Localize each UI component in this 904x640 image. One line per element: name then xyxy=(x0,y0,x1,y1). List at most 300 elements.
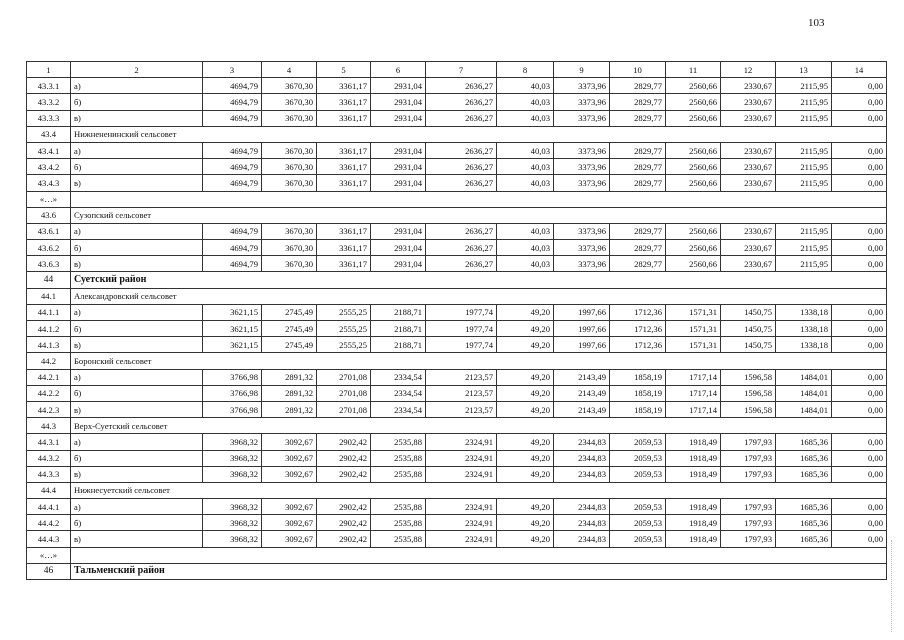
table-row xyxy=(27,256,887,272)
subheading-name: Боронский сельсовет xyxy=(71,353,887,369)
row-code: 43.4.2 xyxy=(27,159,71,175)
value-cell: 2123,57 xyxy=(426,401,497,417)
subheading-name: Верх-Суетский сельсовет xyxy=(71,418,887,434)
value-cell: 3373,96 xyxy=(554,159,610,175)
header-cell: 12 xyxy=(721,62,776,78)
value-cell: 1712,36 xyxy=(610,337,666,353)
value-cell: 2188,71 xyxy=(371,337,426,353)
value-cell: 2555,25 xyxy=(317,321,371,337)
value-cell: 2330,67 xyxy=(721,256,776,272)
value-cell: 2931,04 xyxy=(371,256,426,272)
value-cell: 3670,30 xyxy=(262,94,317,110)
value-cell: 2829,77 xyxy=(610,142,666,158)
value-cell: 3766,98 xyxy=(203,401,262,417)
value-cell: 2560,66 xyxy=(666,159,721,175)
value-cell: 0,00 xyxy=(832,223,887,239)
header-cell: 2 xyxy=(71,62,203,78)
header-cell: 14 xyxy=(832,62,887,78)
row-code: 44.1 xyxy=(27,288,71,304)
subheading-row xyxy=(27,126,887,142)
value-cell: 3361,17 xyxy=(317,110,371,126)
value-cell: 2931,04 xyxy=(371,142,426,158)
row-code: 44.1.3 xyxy=(27,337,71,353)
row-name: б) xyxy=(71,159,203,175)
value-cell: 1797,93 xyxy=(721,515,776,531)
row-code: 43.4.1 xyxy=(27,142,71,158)
value-cell: 40,03 xyxy=(497,78,554,94)
value-cell: 2115,95 xyxy=(776,256,832,272)
value-cell: 2829,77 xyxy=(610,256,666,272)
table-row xyxy=(27,450,887,466)
value-cell: 3373,96 xyxy=(554,78,610,94)
value-cell: 0,00 xyxy=(832,78,887,94)
value-cell: 0,00 xyxy=(832,256,887,272)
row-name: а) xyxy=(71,142,203,158)
value-cell: 1450,75 xyxy=(721,321,776,337)
value-cell: 3968,32 xyxy=(203,499,262,515)
subheading-name: Нижнененинский сельсовет xyxy=(71,126,887,142)
value-cell: 2115,95 xyxy=(776,159,832,175)
value-cell: 1338,18 xyxy=(776,321,832,337)
value-cell: 49,20 xyxy=(497,515,554,531)
value-cell: 3361,17 xyxy=(317,256,371,272)
value-cell: 2334,54 xyxy=(371,401,426,417)
value-cell: 2115,95 xyxy=(776,94,832,110)
row-name: в) xyxy=(71,401,203,417)
value-cell: 40,03 xyxy=(497,110,554,126)
row-name: б) xyxy=(71,94,203,110)
section-code: 44 xyxy=(27,272,71,288)
value-cell: 4694,79 xyxy=(203,175,262,191)
row-code: 43.6 xyxy=(27,207,71,223)
value-cell: 1918,49 xyxy=(666,434,721,450)
row-code: 44.2.1 xyxy=(27,369,71,385)
row-name: б) xyxy=(71,240,203,256)
row-code: 44.4.1 xyxy=(27,499,71,515)
value-cell: 3361,17 xyxy=(317,142,371,158)
value-cell: 2324,91 xyxy=(426,499,497,515)
value-cell: 1858,19 xyxy=(610,401,666,417)
header-cell: 11 xyxy=(666,62,721,78)
table-row xyxy=(27,175,887,191)
value-cell: 1997,66 xyxy=(554,337,610,353)
header-cell: 7 xyxy=(426,62,497,78)
ellipsis-filler xyxy=(71,547,887,563)
value-cell: 3670,30 xyxy=(262,223,317,239)
value-cell: 3968,32 xyxy=(203,466,262,482)
row-code: 44.3.2 xyxy=(27,450,71,466)
value-cell: 3361,17 xyxy=(317,159,371,175)
value-cell: 2330,67 xyxy=(721,175,776,191)
value-cell: 40,03 xyxy=(497,142,554,158)
scan-edge-mark xyxy=(891,540,892,632)
ellipsis-filler xyxy=(71,191,887,207)
value-cell: 2334,54 xyxy=(371,385,426,401)
subheading-row xyxy=(27,353,887,369)
value-cell: 1571,31 xyxy=(666,337,721,353)
section-name: Суетский район xyxy=(71,272,887,288)
value-cell: 3373,96 xyxy=(554,223,610,239)
value-cell: 3670,30 xyxy=(262,159,317,175)
subheading-row xyxy=(27,288,887,304)
value-cell: 3373,96 xyxy=(554,142,610,158)
value-cell: 3621,15 xyxy=(203,304,262,320)
value-cell: 3670,30 xyxy=(262,240,317,256)
value-cell: 4694,79 xyxy=(203,78,262,94)
value-cell: 1484,01 xyxy=(776,369,832,385)
value-cell: 2330,67 xyxy=(721,78,776,94)
value-cell: 1717,14 xyxy=(666,401,721,417)
value-cell: 2324,91 xyxy=(426,531,497,547)
row-code: 43.3.3 xyxy=(27,110,71,126)
value-cell: 2829,77 xyxy=(610,110,666,126)
value-cell: 2891,32 xyxy=(262,385,317,401)
value-cell: 0,00 xyxy=(832,369,887,385)
row-code: 44.3.1 xyxy=(27,434,71,450)
value-cell: 0,00 xyxy=(832,337,887,353)
value-cell: 3373,96 xyxy=(554,110,610,126)
value-cell: 2344,83 xyxy=(554,499,610,515)
value-cell: 1717,14 xyxy=(666,369,721,385)
value-cell: 49,20 xyxy=(497,450,554,466)
value-cell: 2330,67 xyxy=(721,142,776,158)
row-code: 44.1.1 xyxy=(27,304,71,320)
value-cell: 1858,19 xyxy=(610,385,666,401)
value-cell: 0,00 xyxy=(832,94,887,110)
header-cell: 6 xyxy=(371,62,426,78)
value-cell: 2891,32 xyxy=(262,369,317,385)
value-cell: 2059,53 xyxy=(610,515,666,531)
table-row xyxy=(27,499,887,515)
value-cell: 2059,53 xyxy=(610,466,666,482)
table-row xyxy=(27,110,887,126)
value-cell: 3092,67 xyxy=(262,450,317,466)
row-name: а) xyxy=(71,304,203,320)
page-number: 103 xyxy=(808,17,825,29)
header-cell: 5 xyxy=(317,62,371,78)
row-code: 44.3 xyxy=(27,418,71,434)
section-row xyxy=(27,563,887,579)
value-cell: 0,00 xyxy=(832,531,887,547)
value-cell: 2745,49 xyxy=(262,337,317,353)
value-cell: 2829,77 xyxy=(610,223,666,239)
value-cell: 4694,79 xyxy=(203,159,262,175)
tariff-table xyxy=(26,61,887,580)
value-cell: 2330,67 xyxy=(721,110,776,126)
subheading-name: Сузопский сельсовет xyxy=(71,207,887,223)
value-cell: 0,00 xyxy=(832,304,887,320)
value-cell: 1338,18 xyxy=(776,304,832,320)
value-cell: 2636,27 xyxy=(426,110,497,126)
table-row xyxy=(27,240,887,256)
value-cell: 49,20 xyxy=(497,434,554,450)
value-cell: 2902,42 xyxy=(317,515,371,531)
value-cell: 2115,95 xyxy=(776,110,832,126)
subheading-name: Александровский сельсовет xyxy=(71,288,887,304)
row-name: в) xyxy=(71,337,203,353)
value-cell: 2059,53 xyxy=(610,434,666,450)
value-cell: 2535,88 xyxy=(371,531,426,547)
value-cell: 2931,04 xyxy=(371,110,426,126)
value-cell: 1918,49 xyxy=(666,515,721,531)
value-cell: 1717,14 xyxy=(666,385,721,401)
value-cell: 2535,88 xyxy=(371,499,426,515)
value-cell: 2115,95 xyxy=(776,223,832,239)
value-cell: 1571,31 xyxy=(666,304,721,320)
value-cell: 4694,79 xyxy=(203,110,262,126)
value-cell: 2560,66 xyxy=(666,240,721,256)
value-cell: 0,00 xyxy=(832,321,887,337)
value-cell: 0,00 xyxy=(832,401,887,417)
value-cell: 2344,83 xyxy=(554,531,610,547)
value-cell: 1685,36 xyxy=(776,450,832,466)
value-cell: 40,03 xyxy=(497,223,554,239)
value-cell: 3361,17 xyxy=(317,78,371,94)
value-cell: 2143,49 xyxy=(554,385,610,401)
value-cell: 0,00 xyxy=(832,240,887,256)
value-cell: 3670,30 xyxy=(262,142,317,158)
section-row xyxy=(27,272,887,288)
table-row xyxy=(27,531,887,547)
value-cell: 4694,79 xyxy=(203,240,262,256)
value-cell: 0,00 xyxy=(832,159,887,175)
row-name: а) xyxy=(71,499,203,515)
row-name: в) xyxy=(71,256,203,272)
value-cell: 2745,49 xyxy=(262,321,317,337)
value-cell: 2188,71 xyxy=(371,304,426,320)
value-cell: 4694,79 xyxy=(203,256,262,272)
value-cell: 3670,30 xyxy=(262,175,317,191)
table-row xyxy=(27,304,887,320)
value-cell: 1977,74 xyxy=(426,337,497,353)
value-cell: 1484,01 xyxy=(776,401,832,417)
value-cell: 2560,66 xyxy=(666,94,721,110)
row-code: 43.4 xyxy=(27,126,71,142)
value-cell: 1997,66 xyxy=(554,304,610,320)
value-cell: 2344,83 xyxy=(554,450,610,466)
row-name: а) xyxy=(71,78,203,94)
table-row xyxy=(27,434,887,450)
subheading-row xyxy=(27,418,887,434)
value-cell: 2636,27 xyxy=(426,78,497,94)
value-cell: 2560,66 xyxy=(666,142,721,158)
value-cell: 3373,96 xyxy=(554,256,610,272)
value-cell: 2636,27 xyxy=(426,240,497,256)
row-code: 44.2 xyxy=(27,353,71,369)
row-code: 44.4.2 xyxy=(27,515,71,531)
value-cell: 1450,75 xyxy=(721,304,776,320)
value-cell: 2334,54 xyxy=(371,369,426,385)
value-cell: 3373,96 xyxy=(554,175,610,191)
value-cell: 2143,49 xyxy=(554,401,610,417)
value-cell: 2059,53 xyxy=(610,531,666,547)
value-cell: 3766,98 xyxy=(203,385,262,401)
header-cell: 9 xyxy=(554,62,610,78)
value-cell: 2330,67 xyxy=(721,223,776,239)
row-name: в) xyxy=(71,175,203,191)
row-name: а) xyxy=(71,223,203,239)
value-cell: 2902,42 xyxy=(317,450,371,466)
value-cell: 0,00 xyxy=(832,175,887,191)
value-cell: 2902,42 xyxy=(317,531,371,547)
value-cell: 49,20 xyxy=(497,304,554,320)
row-code: 43.6.3 xyxy=(27,256,71,272)
ellipsis-mark: «…» xyxy=(27,191,71,207)
row-code: 43.3.1 xyxy=(27,78,71,94)
value-cell: 49,20 xyxy=(497,466,554,482)
value-cell: 1571,31 xyxy=(666,321,721,337)
value-cell: 0,00 xyxy=(832,450,887,466)
value-cell: 2902,42 xyxy=(317,466,371,482)
value-cell: 2560,66 xyxy=(666,256,721,272)
value-cell: 2535,88 xyxy=(371,515,426,531)
table-row xyxy=(27,369,887,385)
row-code: 44.4.3 xyxy=(27,531,71,547)
value-cell: 1685,36 xyxy=(776,466,832,482)
row-name: а) xyxy=(71,369,203,385)
value-cell: 1797,93 xyxy=(721,450,776,466)
table-row xyxy=(27,321,887,337)
value-cell: 2902,42 xyxy=(317,434,371,450)
value-cell: 1712,36 xyxy=(610,304,666,320)
table-row xyxy=(27,94,887,110)
value-cell: 2115,95 xyxy=(776,240,832,256)
value-cell: 3766,98 xyxy=(203,369,262,385)
row-name: в) xyxy=(71,531,203,547)
value-cell: 0,00 xyxy=(832,142,887,158)
value-cell: 1977,74 xyxy=(426,304,497,320)
row-code: 44.4 xyxy=(27,482,71,498)
value-cell: 49,20 xyxy=(497,401,554,417)
value-cell: 1797,93 xyxy=(721,499,776,515)
value-cell: 2555,25 xyxy=(317,337,371,353)
value-cell: 49,20 xyxy=(497,385,554,401)
value-cell: 2560,66 xyxy=(666,223,721,239)
row-name: б) xyxy=(71,450,203,466)
table-row xyxy=(27,515,887,531)
value-cell: 2535,88 xyxy=(371,466,426,482)
header-cell: 8 xyxy=(497,62,554,78)
value-cell: 1685,36 xyxy=(776,531,832,547)
header-cell: 4 xyxy=(262,62,317,78)
value-cell: 49,20 xyxy=(497,337,554,353)
table-row xyxy=(27,385,887,401)
value-cell: 1797,93 xyxy=(721,434,776,450)
value-cell: 2330,67 xyxy=(721,94,776,110)
value-cell: 49,20 xyxy=(497,321,554,337)
value-cell: 1918,49 xyxy=(666,499,721,515)
value-cell: 1918,49 xyxy=(666,531,721,547)
value-cell: 3670,30 xyxy=(262,78,317,94)
value-cell: 3361,17 xyxy=(317,94,371,110)
value-cell: 2324,91 xyxy=(426,515,497,531)
header-cell: 13 xyxy=(776,62,832,78)
subheading-row xyxy=(27,482,887,498)
ellipsis-row xyxy=(27,191,887,207)
row-code: 44.2.2 xyxy=(27,385,71,401)
value-cell: 2636,27 xyxy=(426,94,497,110)
value-cell: 3092,67 xyxy=(262,531,317,547)
value-cell: 2059,53 xyxy=(610,450,666,466)
value-cell: 3621,15 xyxy=(203,321,262,337)
value-cell: 2344,83 xyxy=(554,515,610,531)
table-row xyxy=(27,223,887,239)
row-code: 43.3.2 xyxy=(27,94,71,110)
subheading-name: Нижнесуетский сельсовет xyxy=(71,482,887,498)
value-cell: 2931,04 xyxy=(371,223,426,239)
value-cell: 2115,95 xyxy=(776,175,832,191)
value-cell: 3373,96 xyxy=(554,94,610,110)
value-cell: 1797,93 xyxy=(721,531,776,547)
value-cell: 3092,67 xyxy=(262,434,317,450)
value-cell: 2701,08 xyxy=(317,385,371,401)
ellipsis-mark: «…» xyxy=(27,547,71,563)
header-row xyxy=(27,62,887,78)
value-cell: 3361,17 xyxy=(317,240,371,256)
value-cell: 2931,04 xyxy=(371,175,426,191)
header-cell: 3 xyxy=(203,62,262,78)
value-cell: 2330,67 xyxy=(721,240,776,256)
value-cell: 2701,08 xyxy=(317,369,371,385)
value-cell: 2344,83 xyxy=(554,434,610,450)
row-code: 44.3.3 xyxy=(27,466,71,482)
table-row xyxy=(27,159,887,175)
value-cell: 2745,49 xyxy=(262,304,317,320)
row-name: б) xyxy=(71,385,203,401)
value-cell: 2560,66 xyxy=(666,110,721,126)
value-cell: 2555,25 xyxy=(317,304,371,320)
value-cell: 49,20 xyxy=(497,531,554,547)
value-cell: 4694,79 xyxy=(203,142,262,158)
value-cell: 2560,66 xyxy=(666,78,721,94)
value-cell: 3092,67 xyxy=(262,515,317,531)
table-row xyxy=(27,401,887,417)
value-cell: 1450,75 xyxy=(721,337,776,353)
value-cell: 3670,30 xyxy=(262,110,317,126)
value-cell: 2188,71 xyxy=(371,321,426,337)
value-cell: 2636,27 xyxy=(426,142,497,158)
row-name: в) xyxy=(71,110,203,126)
value-cell: 4694,79 xyxy=(203,223,262,239)
value-cell: 2115,95 xyxy=(776,142,832,158)
ellipsis-row xyxy=(27,547,887,563)
row-code: 43.6.2 xyxy=(27,240,71,256)
value-cell: 1918,49 xyxy=(666,466,721,482)
value-cell: 2636,27 xyxy=(426,175,497,191)
value-cell: 2636,27 xyxy=(426,223,497,239)
value-cell: 1596,58 xyxy=(721,385,776,401)
value-cell: 2324,91 xyxy=(426,434,497,450)
row-code: 44.2.3 xyxy=(27,401,71,417)
value-cell: 2535,88 xyxy=(371,434,426,450)
value-cell: 1685,36 xyxy=(776,499,832,515)
value-cell: 1685,36 xyxy=(776,515,832,531)
value-cell: 3968,32 xyxy=(203,515,262,531)
value-cell: 0,00 xyxy=(832,499,887,515)
section-code: 46 xyxy=(27,563,71,579)
value-cell: 2143,49 xyxy=(554,369,610,385)
value-cell: 2931,04 xyxy=(371,94,426,110)
table-row xyxy=(27,78,887,94)
value-cell: 40,03 xyxy=(497,256,554,272)
header-cell: 10 xyxy=(610,62,666,78)
value-cell: 2931,04 xyxy=(371,78,426,94)
row-name: а) xyxy=(71,434,203,450)
value-cell: 0,00 xyxy=(832,385,887,401)
value-cell: 3373,96 xyxy=(554,240,610,256)
value-cell: 1712,36 xyxy=(610,321,666,337)
value-cell: 40,03 xyxy=(497,94,554,110)
